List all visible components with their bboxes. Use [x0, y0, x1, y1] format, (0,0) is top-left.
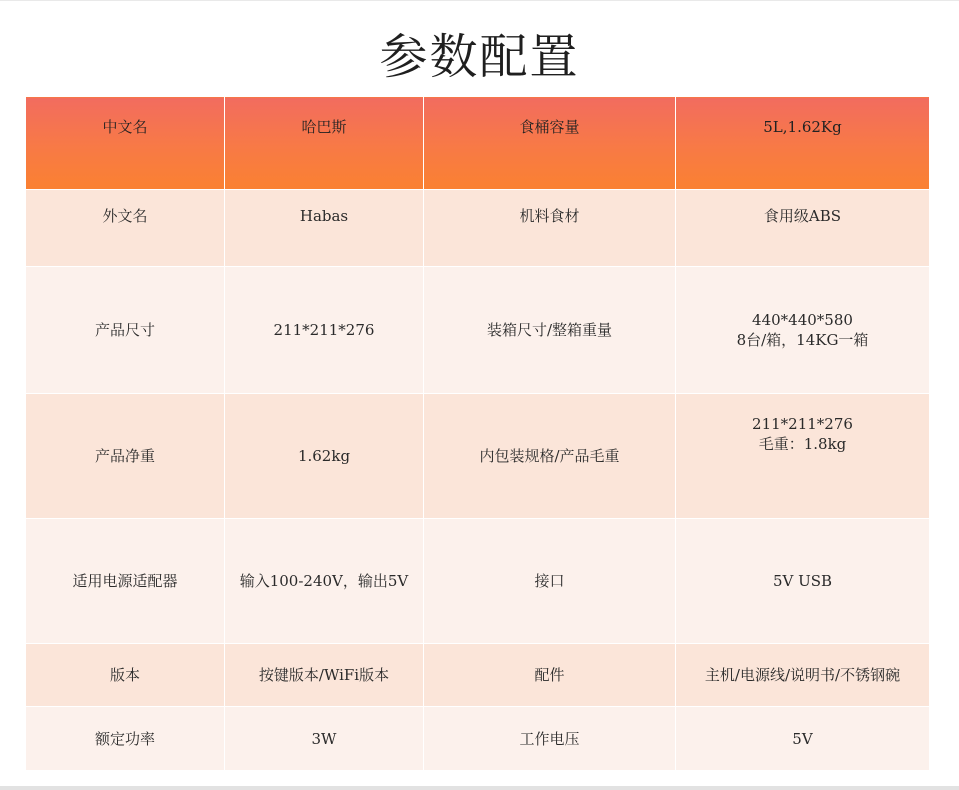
- table-row: [26, 707, 930, 771]
- page-title: 参数配置: [379, 29, 580, 85]
- spec-value: 输入100-240V，输出5V: [225, 519, 424, 644]
- table-row: [26, 519, 930, 644]
- table-row: [26, 644, 930, 707]
- spec-label: 版本: [26, 644, 225, 707]
- spec-label: 适用电源适配器: [26, 519, 225, 644]
- table-row: [26, 190, 930, 267]
- spec-value: 哈巴斯: [225, 97, 424, 190]
- spec-label: 额定功率: [26, 707, 225, 771]
- spec-value: 211*211*276 毛重：1.8kg: [676, 394, 930, 519]
- top-divider: [0, 0, 959, 1]
- spec-value: 主机/电源线/说明书/不锈钢碗: [676, 644, 930, 707]
- table-row: [26, 394, 930, 519]
- table-row: [26, 97, 930, 190]
- spec-value: 211*211*276: [225, 267, 424, 394]
- spec-label: 内包装规格/产品毛重: [424, 394, 676, 519]
- spec-label: 食桶容量: [424, 97, 676, 190]
- spec-label: 接口: [424, 519, 676, 644]
- spec-label: 产品净重: [26, 394, 225, 519]
- spec-value: 3W: [225, 707, 424, 771]
- spec-value: 440*440*580 8台/箱，14KG一箱: [676, 267, 930, 394]
- spec-value: 1.62kg: [225, 394, 424, 519]
- spec-label: 中文名: [26, 97, 225, 190]
- table-row: [26, 267, 930, 394]
- spec-label: 外文名: [26, 190, 225, 267]
- spec-label: 工作电压: [424, 707, 676, 771]
- spec-label: 机料食材: [424, 190, 676, 267]
- spec-value: 5V: [676, 707, 930, 771]
- spec-value: 食用级ABS: [676, 190, 930, 267]
- spec-label: 配件: [424, 644, 676, 707]
- spec-value: 5L,1.62Kg: [676, 97, 930, 190]
- spec-value: 5V USB: [676, 519, 930, 644]
- spec-value: Habas: [225, 190, 424, 267]
- spec-value: 按键版本/WiFi版本: [225, 644, 424, 707]
- spec-label: 装箱尺寸/整箱重量: [424, 267, 676, 394]
- spec-table: [25, 96, 930, 771]
- spec-label: 产品尺寸: [26, 267, 225, 394]
- bottom-divider: [0, 786, 959, 790]
